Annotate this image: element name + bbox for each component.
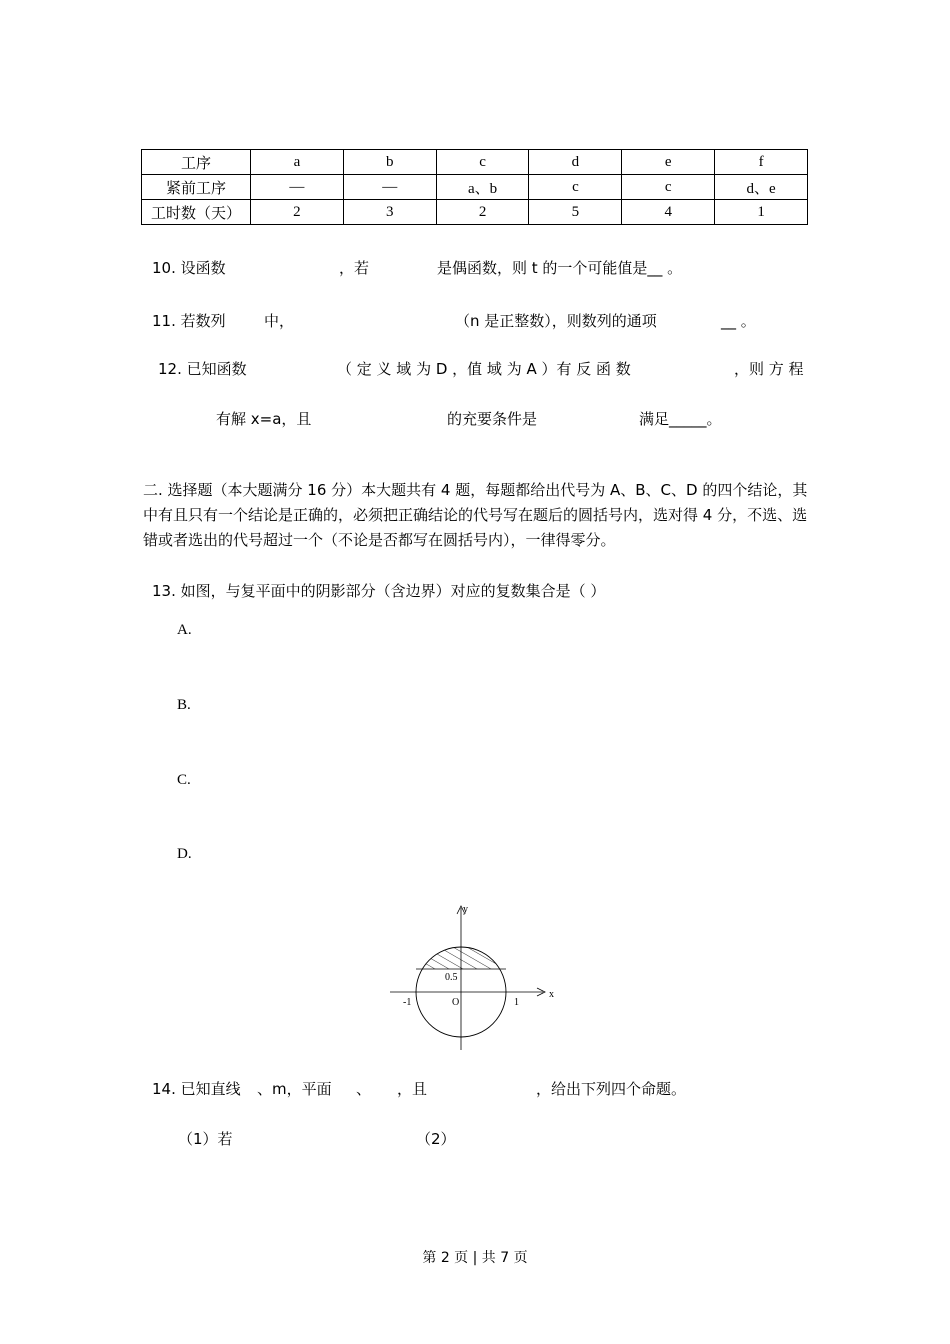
table-header-cell: 紧前工序 <box>142 175 251 200</box>
page-footer: 第 2 页 | 共 7 页 <box>422 1250 528 1266</box>
table-cell: d <box>529 150 622 175</box>
table-cell: 3 <box>343 200 436 225</box>
q14-text-4: ，且 <box>397 1080 428 1098</box>
q12-text-3: ，则 方 程 <box>734 360 804 378</box>
table-cell: c <box>622 175 715 200</box>
q11-text-1: 11. 若数列 <box>152 312 226 330</box>
q10-text-3: 是偶函数，则 t 的一个可能值是__ 。 <box>437 259 683 277</box>
y-axis-label: y <box>463 904 468 915</box>
x-axis-label: x <box>549 989 554 1000</box>
q12-text-1: 12. 已知函数 <box>158 360 247 378</box>
q14-text-3: 、 <box>356 1080 372 1098</box>
table-cell: 4 <box>622 200 715 225</box>
complex-plane-figure <box>385 900 565 1052</box>
table-cell: e <box>622 150 715 175</box>
q10-text-2: ，若 <box>339 259 370 277</box>
q12-text-4: 有解 x=a，且 <box>216 410 312 428</box>
table-row <box>142 200 808 225</box>
q13-option-a: A. <box>177 622 192 638</box>
q12-text-2: （ 定 义 域 为 D ，值 域 为 A ）有 反 函 数 <box>337 360 631 378</box>
table-cell: a、b <box>436 175 529 200</box>
q11-text-2: 中， <box>264 312 295 330</box>
q14-sub-1: （1）若 <box>178 1130 233 1148</box>
table-cell: — <box>343 175 436 200</box>
table-row <box>142 150 808 175</box>
table-cell: 5 <box>529 200 622 225</box>
table-cell: — <box>251 175 344 200</box>
q13-text: 13. 如图，与复平面中的阴影部分（含边界）对应的复数集合是（ ） <box>152 582 606 600</box>
q14-text-1: 14. 已知直线 <box>152 1080 241 1098</box>
table-cell: 2 <box>436 200 529 225</box>
q12-text-6: 满足_____。 <box>639 410 722 428</box>
label-half: 0.5 <box>445 972 458 983</box>
q14-sub-2: （2） <box>416 1130 456 1148</box>
q14-text-5: ，给出下列四个命题。 <box>536 1080 687 1098</box>
q13-option-b: B. <box>177 697 191 713</box>
table-header-cell: 工时数（天） <box>142 200 251 225</box>
q14-text-2: 、m，平面 <box>257 1080 332 1098</box>
q11-text-3: （n 是正整数），则数列的通项 <box>455 312 657 330</box>
table-header-cell: 工序 <box>142 150 251 175</box>
label-neg-one: -1 <box>403 997 412 1008</box>
label-one: 1 <box>514 997 519 1008</box>
table-cell: d、e <box>715 175 808 200</box>
table-cell: a <box>251 150 344 175</box>
q13-option-d: D. <box>177 846 192 862</box>
table-cell: b <box>343 150 436 175</box>
q12-text-5: 的充要条件是 <box>447 410 538 428</box>
table-cell: c <box>436 150 529 175</box>
q13-option-c: C. <box>177 772 191 788</box>
table-cell: 1 <box>715 200 808 225</box>
q11-text-4: __ 。 <box>721 312 756 330</box>
label-origin: O <box>452 997 460 1008</box>
table-row <box>142 175 808 200</box>
table-cell: 2 <box>251 200 344 225</box>
table-cell: f <box>715 150 808 175</box>
section-2-instructions: 二. 选择题（本大题满分 16 分）本大题共有 4 题，每题都给出代号为 A、B、C、D 的四个结论，其中有且只有一个结论是正确的，必须把正确结论的代号写在题后的圆括号内，选对得 4 分，不选、选错或者选出的代号超过一个（不论是否都写在圆括号内），一律得零分。 <box>143 481 808 549</box>
table-cell: c <box>529 175 622 200</box>
q10-text-1: 10. 设函数 <box>152 259 226 277</box>
process-table <box>141 149 808 225</box>
